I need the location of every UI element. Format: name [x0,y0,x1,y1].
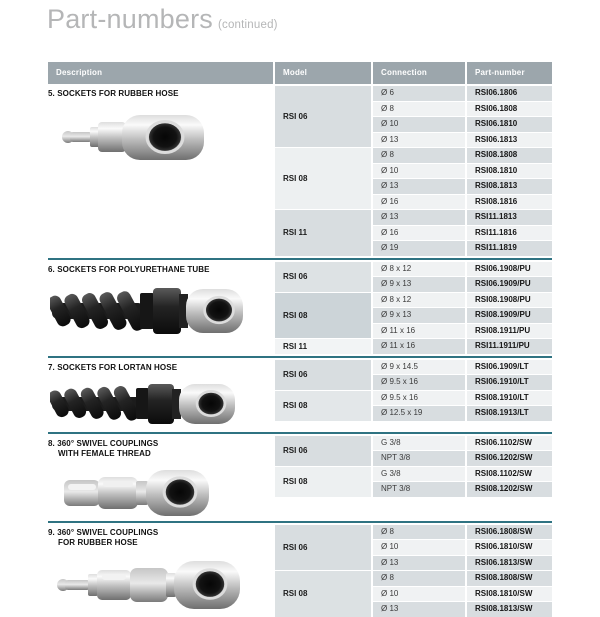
table-row [373,226,552,241]
table-row [373,587,552,602]
connection-cell: Ø 11 x 16 [373,324,465,339]
table-row [373,102,552,117]
model-cell: RSI 08 [275,467,371,497]
section-8 [48,436,552,519]
part-number-cell: RSI08.1813 [467,179,552,194]
connection-rows [373,360,552,390]
part-number-cell: RSI06.1202/SW [467,451,552,466]
connection-cell: Ø 11 x 16 [373,339,465,354]
part-number-cell: RSI08.1202/SW [467,482,552,497]
section-6 [48,262,552,354]
connection-cell: Ø 13 [373,179,465,194]
table-row [373,482,552,497]
model-groups [275,86,552,256]
description-text: 7. SOCKETS FOR LORTAN HOSE [48,362,178,372]
table-body [48,86,552,617]
connection-cell: Ø 19 [373,241,465,256]
connection-rows [373,436,552,466]
part-number-cell: RSI06.1909/PU [467,277,552,292]
connection-cell: Ø 8 [373,148,465,163]
model-group [275,360,552,390]
connection-cell: Ø 8 [373,525,465,540]
table-row [373,241,552,256]
connection-cell: Ø 10 [373,587,465,602]
part-number-cell: RSI06.1806 [467,86,552,101]
table-row [373,148,552,163]
page-title [47,4,278,35]
table-row [373,133,552,148]
table-row [373,391,552,406]
connection-cell: Ø 10 [373,540,465,555]
section-separator [48,521,552,523]
model-groups [275,436,552,519]
model-groups [275,525,552,617]
connection-cell: Ø 9 x 13 [373,308,465,323]
section-separator [48,258,552,260]
part-number-cell: RSI08.1908/PU [467,293,552,308]
part-number-cell: RSI08.1911/PU [467,324,552,339]
connection-cell: Ø 8 [373,102,465,117]
connection-cell: NPT 3/8 [373,482,465,497]
connection-cell: NPT 3/8 [373,451,465,466]
connection-rows [373,391,552,421]
description-cell [48,360,273,430]
connection-cell: Ø 8 x 12 [373,293,465,308]
part-number-cell: RSI08.1810/SW [467,587,552,602]
part-number-cell: RSI06.1102/SW [467,436,552,451]
part-number-cell: RSI06.1810 [467,117,552,132]
description-text: 5. SOCKETS FOR RUBBER HOSE [48,89,179,98]
section-7 [48,360,552,430]
part-number-cell: RSI08.1910/LT [467,391,552,406]
part-number-cell: RSI08.1808 [467,148,552,163]
model-group [275,525,552,571]
connection-cell: Ø 8 x 12 [373,262,465,277]
connection-cell: Ø 9 x 13 [373,277,465,292]
table-row [373,277,552,292]
table-row [373,210,552,225]
connection-cell: G 3/8 [373,467,465,482]
description-text: 8. 360° SWIVEL COUPLINGS [48,438,159,448]
model-cell: RSI 06 [275,262,371,292]
part-number-cell: RSI11.1813 [467,210,552,225]
swivel-coupling-rubber-hose-image [54,557,273,612]
column-header-connection: Connection [373,62,465,84]
socket-rubber-hose-image [58,111,273,166]
page-title-suffix: (continued) [217,19,278,31]
connection-rows [373,86,552,147]
connection-cell: Ø 10 [373,164,465,179]
connection-rows [373,339,552,354]
connection-cell: Ø 10 [373,117,465,132]
connection-rows [373,210,552,256]
table-row [373,375,552,390]
model-group [275,210,552,256]
description-cell [48,525,273,617]
socket-lortan-hose-image [50,378,273,430]
part-number-cell: RSI08.1810 [467,164,552,179]
part-number-cell: RSI06.1908/PU [467,262,552,277]
connection-cell: Ø 9.5 x 16 [373,375,465,390]
table-row [373,164,552,179]
model-cell: RSI 08 [275,391,371,421]
description-text: WITH FEMALE THREAD [58,448,151,458]
table-row [373,540,552,555]
part-number-cell: RSI06.1813/SW [467,556,552,571]
model-cell: RSI 06 [275,436,371,466]
table-header-row [48,62,552,84]
column-header-description: Description [48,62,273,84]
connection-rows [373,467,552,497]
model-group [275,467,552,497]
part-number-cell: RSI08.1913/LT [467,406,552,421]
table-row [373,406,552,421]
table-row [373,179,552,194]
table-row [373,571,552,586]
part-number-cell: RSI08.1808/SW [467,571,552,586]
connection-cell: G 3/8 [373,436,465,451]
part-number-cell: RSI06.1808/SW [467,525,552,540]
model-cell: RSI 08 [275,571,371,617]
table-row [373,436,552,451]
part-numbers-table [48,62,552,617]
section-9 [48,525,552,617]
description-cell [48,436,273,519]
model-cell: RSI 08 [275,148,371,209]
model-cell: RSI 06 [275,86,371,147]
connection-cell: Ø 16 [373,195,465,210]
connection-cell: Ø 8 [373,571,465,586]
table-row [373,262,552,277]
model-group [275,262,552,292]
model-group [275,571,552,617]
connection-cell: Ø 12.5 x 19 [373,406,465,421]
part-number-cell: RSI08.1816 [467,195,552,210]
model-group [275,293,552,339]
model-cell: RSI 08 [275,293,371,339]
connection-cell: Ø 6 [373,86,465,101]
part-number-cell: RSI06.1909/LT [467,360,552,375]
model-group [275,339,552,354]
table-row [373,195,552,210]
page-title-text: Part-numbers [47,4,213,34]
connection-cell: Ø 13 [373,133,465,148]
table-row [373,293,552,308]
part-number-cell: RSI11.1911/PU [467,339,552,354]
connection-cell: Ø 13 [373,602,465,617]
part-number-cell: RSI08.1813/SW [467,602,552,617]
description-text: FOR RUBBER HOSE [58,537,138,547]
section-separator [48,356,552,358]
connection-rows [373,148,552,209]
connection-cell: Ø 16 [373,226,465,241]
description-text: 9. 360° SWIVEL COUPLINGS [48,527,159,537]
connection-cell: Ø 9.5 x 16 [373,391,465,406]
model-groups [275,262,552,354]
description-text: 6. SOCKETS FOR POLYURETHANE TUBE [48,264,210,274]
model-cell: RSI 06 [275,525,371,571]
section-5 [48,86,552,256]
table-row [373,117,552,132]
table-row [373,339,552,354]
column-header-part-number: Part-number [467,62,552,84]
table-row [373,525,552,540]
model-group [275,391,552,421]
description-cell [48,262,273,354]
part-number-cell: RSI08.1909/PU [467,308,552,323]
connection-cell: Ø 9 x 14.5 [373,360,465,375]
model-cell: RSI 11 [275,210,371,256]
model-groups [275,360,552,430]
table-row [373,86,552,101]
part-number-cell: RSI06.1808 [467,102,552,117]
connection-rows [373,571,552,617]
connection-rows [373,525,552,571]
section-separator [48,432,552,434]
swivel-coupling-female-thread-image [62,467,273,519]
table-row [373,308,552,323]
model-cell: RSI 06 [275,360,371,390]
table-row [373,324,552,339]
table-row [373,602,552,617]
part-number-cell: RSI08.1102/SW [467,467,552,482]
table-row [373,556,552,571]
table-row [373,467,552,482]
model-group [275,436,552,466]
connection-rows [373,293,552,339]
model-group [275,148,552,209]
socket-polyurethane-tube-image [50,280,273,342]
part-number-cell: RSI06.1813 [467,133,552,148]
model-group [275,86,552,147]
part-number-cell: RSI11.1816 [467,226,552,241]
description-cell [48,86,273,256]
table-row [373,360,552,375]
connection-cell: Ø 13 [373,556,465,571]
part-number-cell: RSI06.1910/LT [467,375,552,390]
model-cell: RSI 11 [275,339,371,354]
connection-cell: Ø 13 [373,210,465,225]
part-number-cell: RSI06.1810/SW [467,540,552,555]
column-header-model: Model [275,62,371,84]
connection-rows [373,262,552,292]
table-row [373,451,552,466]
part-number-cell: RSI11.1819 [467,241,552,256]
